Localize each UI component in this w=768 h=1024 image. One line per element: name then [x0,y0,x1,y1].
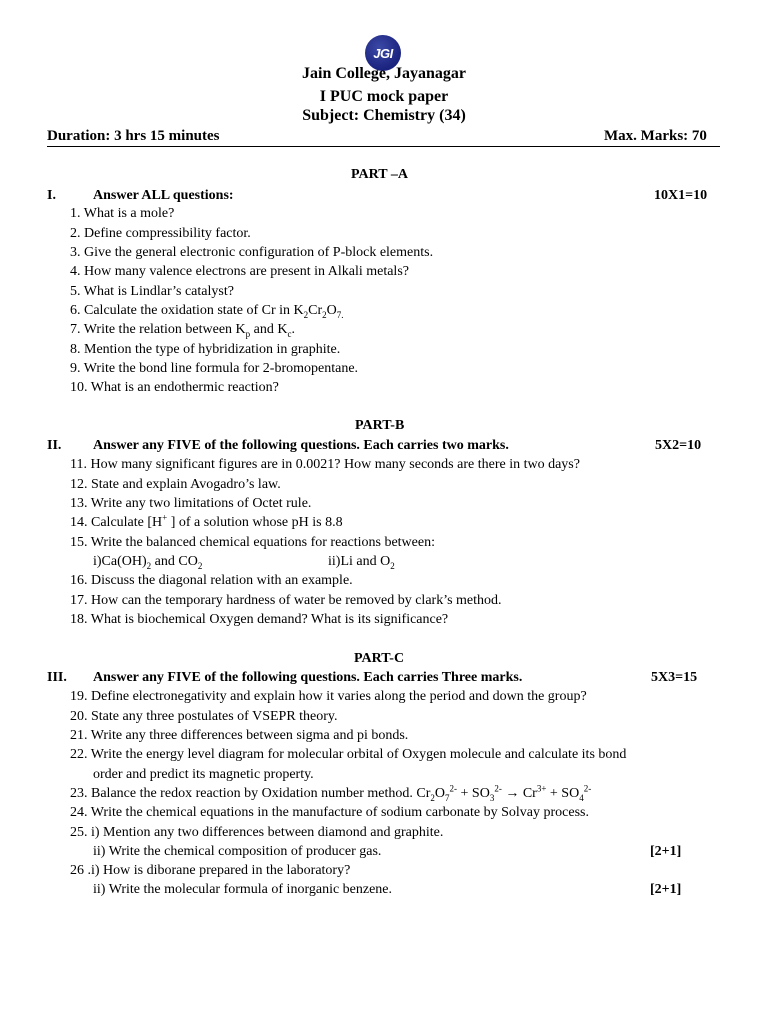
q7-mid: and K [250,322,288,337]
q15a-sub2: 2 [197,560,203,571]
part-a-roman: I. [47,188,56,203]
q23-so3-sup: 2- [494,783,502,794]
q23-so3-sub: 3 [489,792,495,803]
subject-value: : Chemistry (34) [353,107,466,124]
question-7 [70,322,295,338]
question-25-marks: [2+1] [650,844,682,859]
question-24: 24. Write the chemical equations in the manufacture of sodium carbonate by Solvay process. [70,805,589,820]
question-23 [70,783,592,803]
q15b-sub: 2 [390,560,395,571]
q23-so4-sup: 2- [583,783,592,794]
part-a-title: PART –A [351,167,408,182]
q23-o-sub: 7 [445,792,450,803]
question-21: 21. Write any three differences between sigma and pi bonds. [70,728,409,743]
question-20: 20. State any three postulates of VSEPR theory. [70,709,338,724]
question-15-part-i [93,554,202,570]
q23-arrow: → Cr [501,786,537,801]
question-14 [70,512,343,531]
q23-o-sup: 2- [449,783,458,794]
part-a-marks: 10X1=10 [654,188,708,203]
question-15: 15. Write the balanced chemical equations for reactions between: [70,535,435,550]
question-19: 19. Define electronegativity and explain how it varies along the period and down the group? [70,689,587,704]
question-11: 11. How many significant figures are in 0.0021? How many seconds are there in two days? [70,457,580,472]
q23-so4-sub: 4 [579,792,584,803]
part-b-roman: II. [47,438,62,453]
q7-sub-c: c [287,328,292,339]
part-b-instruction: Answer any FIVE of the following questions. Each carries two marks. [93,438,509,453]
question-17: 17. How can the temporary hardness of water be removed by clark’s method. [70,593,502,608]
question-8: 8. Mention the type of hybridization in graphite. [70,342,341,357]
question-26-part-ii: ii) Write the molecular formula of inorganic benzene. [93,882,393,897]
question-15-part-ii [328,554,395,570]
part-a-instruction: Answer ALL questions: [93,188,234,203]
question-6 [70,303,344,319]
subject-line [0,107,768,125]
q23-o: O [434,786,446,801]
part-c-title: PART-C [354,651,405,666]
question-1: 1. What is a mole? [70,206,175,221]
college-name: Jain College, Jayanagar [302,65,466,82]
q6-o: O [326,303,337,318]
part-b-title: PART-B [355,418,405,433]
q7-text: 7. Write the relation between K [70,322,246,337]
paper-title: I PUC mock paper [319,88,449,105]
question-26-marks: [2+1] [650,882,682,897]
q15a-text: i)Ca(OH) [93,554,147,569]
q14-end: ] of a solution whose pH is 8.8 [167,515,343,530]
part-c-roman: III. [47,670,67,685]
q23-cr-sub: 2 [430,792,435,803]
part-b-marks: 5X2=10 [655,438,702,453]
question-26: 26 .i) How is diborane prepared in the laboratory? [70,863,351,878]
college-logo: JGI [365,35,401,71]
question-16: 16. Discuss the diagonal relation with an example. [70,573,353,588]
q7-sub-p: p [245,328,251,339]
question-18: 18. What is biochemical Oxygen demand? What is its significance? [70,612,449,627]
question-5: 5. What is Lindlar’s catalyst? [70,284,234,299]
question-13: 13. Write any two limitations of Octet rule. [70,496,312,511]
question-22: 22. Write the energy level diagram for molecular orbital of Oxygen molecule and calculate its bond [70,747,627,762]
question-25: 25. i) Mention any two differences between diamond and graphite. [70,825,444,840]
q6-sub-k: 2 [303,309,309,320]
part-c-instruction: Answer any FIVE of the following questions. Each carries Three marks. [93,670,523,685]
q6-text: 6. Calculate the oxidation state of Cr in K [70,303,304,318]
question-2: 2. Define compressibility factor. [70,226,251,241]
question-9: 9. Write the bond line formula for 2-bromopentane. [70,361,359,376]
q7-end: . [291,322,295,337]
q23-so3: + SO [457,786,490,801]
question-12: 12. State and explain Avogadro’s law. [70,477,281,492]
question-4: 4. How many valence electrons are present in Alkali metals? [70,264,409,279]
q14-sup: + [162,512,168,523]
subject-label: Subject [302,107,354,124]
q15a-sub: 2 [146,560,152,571]
duration: Duration: 3 hrs 15 minutes [47,128,220,144]
q6-sub-cr: 2 [322,309,327,320]
q6-cr: Cr [308,303,323,318]
question-3: 3. Give the general electronic configuration of P-block elements. [70,245,434,260]
q15b-text: ii)Li and O [328,554,391,569]
q23-text: 23. Balance the redox reaction by Oxidation number method. Cr [70,786,431,801]
question-10: 10. What is an endothermic reaction? [70,380,279,395]
q23-cr-sup: 3+ [536,783,547,794]
part-c-marks: 5X3=15 [651,670,698,685]
q23-so4: + SO [546,786,580,801]
header-divider [47,146,720,147]
question-22-continued: order and predict its magnetic property. [93,767,314,782]
q6-sub-o: 7. [336,309,344,320]
q14-text: 14. Calculate [H [70,515,163,530]
q15a-co: and CO [151,554,198,569]
max-marks: Max. Marks: 70 [604,128,707,144]
question-25-part-ii: ii) Write the chemical composition of producer gas. [93,844,382,859]
